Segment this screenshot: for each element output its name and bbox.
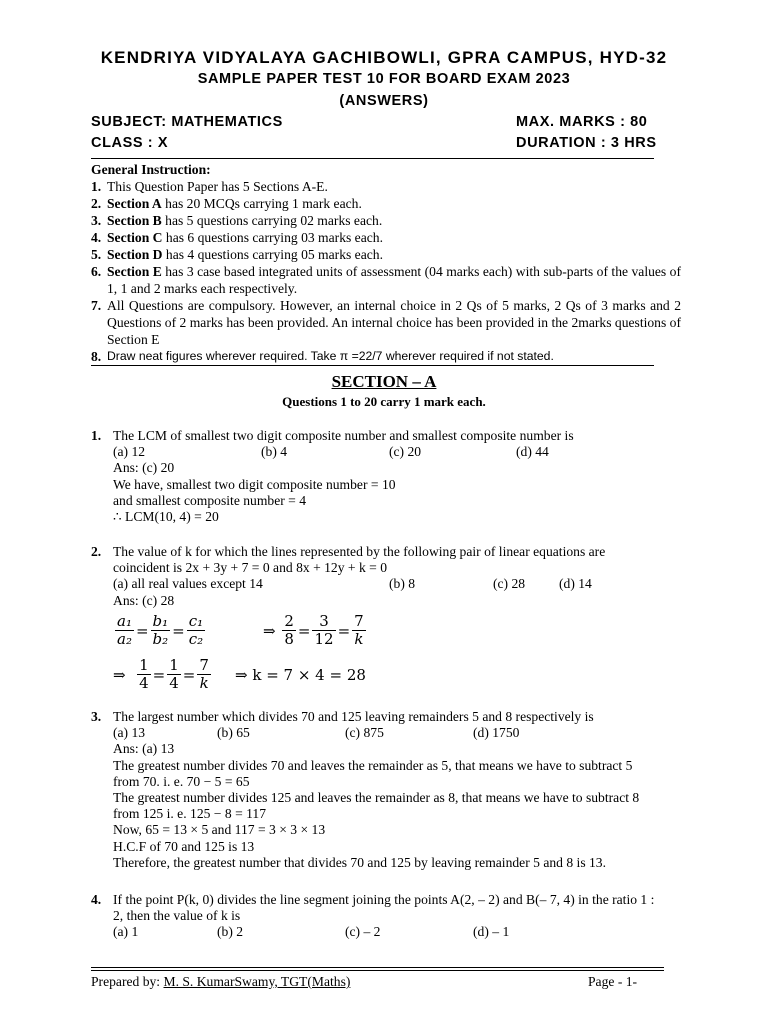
option-b: (b) 2 xyxy=(217,924,244,940)
subject-label: SUBJECT: MATHEMATICS xyxy=(91,114,283,130)
fraction xyxy=(197,657,211,692)
question-number: 2. xyxy=(91,544,102,559)
instruction-text: has 6 questions carrying 03 marks each. xyxy=(162,230,383,245)
instruction-item xyxy=(91,263,681,297)
fraction xyxy=(352,613,366,648)
instruction-number: 1. xyxy=(91,179,102,194)
equals-sign: = xyxy=(182,665,196,684)
option-d: (d) – 1 xyxy=(473,924,510,940)
instruction-item xyxy=(91,348,681,365)
options-row xyxy=(113,725,681,741)
solution-line: The greatest number divides 125 and leaves the remainder as 8, that means we have to subtract 8 xyxy=(113,790,640,805)
denominator: 4 xyxy=(139,674,149,693)
instruction-number: 6. xyxy=(91,264,102,279)
numerator: 1 xyxy=(139,656,149,675)
instruction-item xyxy=(91,178,681,195)
question-2 xyxy=(91,544,681,697)
options-row xyxy=(113,576,681,592)
equals-sign: = xyxy=(152,665,166,684)
instructions-divider xyxy=(91,365,654,366)
option-c: (c) 20 xyxy=(389,444,422,460)
answer-line: Ans: (c) 20 xyxy=(113,460,175,476)
fraction xyxy=(167,657,181,692)
solution-line: from 125 i. e. 125 − 8 = 117 xyxy=(113,806,267,822)
solution-line: Now, 65 = 13 × 5 and 117 = 3 × 3 × 13 xyxy=(113,822,326,838)
question-number: 1. xyxy=(91,428,102,443)
option-c: (c) 875 xyxy=(345,725,384,741)
option-b: (b) 8 xyxy=(389,576,416,592)
numerator: a₁ xyxy=(117,612,132,631)
solution-line: from 70. i. e. 70 − 5 = 65 xyxy=(113,773,250,789)
denominator: c₂ xyxy=(188,630,204,649)
option-b: (b) 65 xyxy=(217,725,250,741)
option-a: (a) all real values except 14 xyxy=(113,576,263,592)
section-title: SECTION – A xyxy=(331,372,437,391)
solution-line: H.C.F of 70 and 125 is 13 xyxy=(113,838,255,854)
max-marks-label: MAX. MARKS : 80 xyxy=(516,114,648,130)
paper-title: SAMPLE PAPER TEST 10 FOR BOARD EXAM 2023 xyxy=(197,71,571,87)
instruction-number: 7. xyxy=(91,298,102,313)
school-name: KENDRIYA VIDYALAYA GACHIBOWLI, GPRA CAMPUS, HYD-32 xyxy=(100,48,668,67)
denominator: k xyxy=(199,674,209,693)
prepared-label: Prepared by: xyxy=(91,974,164,989)
denominator: 8 xyxy=(284,630,294,649)
question-number: 4. xyxy=(91,892,102,907)
instruction-number: 2. xyxy=(91,196,102,211)
numerator: 1 xyxy=(169,656,179,675)
prepared-by xyxy=(91,974,350,990)
numerator: c₁ xyxy=(188,612,204,631)
option-a: (a) 13 xyxy=(113,725,146,741)
footer-divider xyxy=(91,967,664,968)
footer-divider-thin xyxy=(91,970,664,971)
implies-arrow: ⇒ xyxy=(113,665,126,684)
instruction-number: 4. xyxy=(91,230,102,245)
equals-sign: = xyxy=(297,621,311,640)
implies-arrow: ⇒ xyxy=(263,621,276,640)
instruction-text: has 5 questions carrying 02 marks each. xyxy=(161,213,383,228)
solution-line: and smallest composite number = 4 xyxy=(113,492,307,508)
instruction-item xyxy=(91,195,681,212)
numerator: 7 xyxy=(199,656,209,675)
option-d: (d) 1750 xyxy=(473,725,520,741)
instruction-bold: Section D xyxy=(107,247,163,262)
question-text: The value of k for which the lines represented by the following pair of linear equations are xyxy=(113,544,606,559)
question-text: The LCM of smallest two digit composite number and smallest composite number is xyxy=(113,428,574,443)
class-label: CLASS : X xyxy=(91,135,169,151)
instructions-title: General Instruction: xyxy=(91,162,211,177)
page-number: Page - 1- xyxy=(588,974,638,989)
option-a: (a) 1 xyxy=(113,924,139,940)
fraction xyxy=(282,613,296,648)
instruction-item xyxy=(91,229,681,246)
instruction-text: has 20 MCQs carrying 1 mark each. xyxy=(161,196,362,211)
fraction xyxy=(115,613,134,648)
question-text: coincident is 2x + 3y + 7 = 0 and 8x + 12y + k = 0 xyxy=(113,560,388,576)
instruction-text: has 3 case based integrated units of assessment (04 marks each) with sub-parts of the values of 1, 1 and 2 marks each respectively. xyxy=(107,264,681,296)
answer-line: Ans: (c) 28 xyxy=(113,592,175,608)
instruction-number: 8. xyxy=(91,349,102,364)
question-number: 3. xyxy=(91,709,102,724)
denominator: k xyxy=(354,630,364,649)
fraction xyxy=(151,613,171,648)
instruction-text: This Question Paper has 5 Sections A-E. xyxy=(107,179,328,194)
equals-sign: = xyxy=(172,621,185,640)
section-subtitle: Questions 1 to 20 carry 1 mark each. xyxy=(282,394,486,409)
denominator: a₂ xyxy=(117,630,132,649)
numerator: 3 xyxy=(312,613,335,631)
equation-result: ⇒ k = 7 × 4 = 28 xyxy=(235,665,366,684)
option-a: (a) 12 xyxy=(113,444,146,460)
solution-line: The greatest number divides 70 and leaves the remainder as 5, that means we have to subtract 5 xyxy=(113,757,633,773)
instruction-bold: Section E xyxy=(107,264,162,279)
instruction-bold: Section C xyxy=(107,230,163,245)
numerator: b₁ xyxy=(152,612,169,631)
header-divider xyxy=(91,158,654,159)
question-3 xyxy=(91,709,681,871)
options-row xyxy=(113,444,681,460)
question-4 xyxy=(91,892,681,941)
equation-ratio xyxy=(113,609,681,653)
question-1 xyxy=(91,428,681,525)
equals-sign: = xyxy=(135,621,149,640)
fraction xyxy=(312,613,335,648)
denominator: b₂ xyxy=(152,630,169,649)
question-text: The largest number which divides 70 and 125 leaving remainders 5 and 8 respectively is xyxy=(113,709,594,724)
fraction xyxy=(137,657,151,692)
instruction-number: 3. xyxy=(91,213,102,228)
instruction-bold: Section A xyxy=(107,196,162,211)
instruction-item xyxy=(91,297,681,348)
instruction-text: has 4 questions carrying 05 marks each. xyxy=(162,247,383,262)
answer-line: Ans: (a) 13 xyxy=(113,741,175,757)
fraction xyxy=(187,613,205,648)
author-name: M. S. KumarSwamy, TGT(Maths) xyxy=(163,974,351,989)
question-text: If the point P(k, 0) divides the line segment joining the points A(2, – 2) and B(– 7, 4) in the ratio 1 : xyxy=(113,892,655,907)
general-instructions xyxy=(91,161,681,365)
option-d: (d) 44 xyxy=(516,444,549,460)
option-c: (c) 28 xyxy=(493,576,526,592)
instruction-item xyxy=(91,246,681,263)
instruction-item xyxy=(91,212,681,229)
instruction-number: 5. xyxy=(91,247,102,262)
instruction-bold: Section B xyxy=(107,213,162,228)
denominator: 4 xyxy=(169,674,179,693)
denominator: 12 xyxy=(314,630,334,649)
options-row xyxy=(113,924,681,940)
equals-sign: = xyxy=(337,621,351,640)
instruction-text: All Questions are compulsory. However, an internal choice in 2 Qs of 5 marks, 2 Qs of 3 marks and 2 Questions of 2 marks has been provided. An internal choice has been provided in the 2marks questions of Section E xyxy=(107,298,681,347)
option-c: (c) – 2 xyxy=(345,924,381,940)
duration-label: DURATION : 3 HRS xyxy=(516,135,657,151)
numerator: 2 xyxy=(284,612,294,631)
solution-line: ∴ LCM(10, 4) = 20 xyxy=(113,509,219,524)
answers-label: (ANSWERS) xyxy=(339,93,429,109)
solution-line: We have, smallest two digit composite number = 10 xyxy=(113,476,396,492)
solution-line: Therefore, the greatest number that divides 70 and 125 by leaving remainder 5 and 8 is 13. xyxy=(113,854,606,870)
question-text: 2, then the value of k is xyxy=(113,908,241,924)
option-b: (b) 4 xyxy=(261,444,288,460)
equation-solve xyxy=(113,653,681,697)
option-d: (d) 14 xyxy=(559,576,592,592)
numerator: 7 xyxy=(354,612,364,631)
instruction-text: Draw neat figures wherever required. Take π =22/7 wherever required if not stated. xyxy=(107,349,554,363)
